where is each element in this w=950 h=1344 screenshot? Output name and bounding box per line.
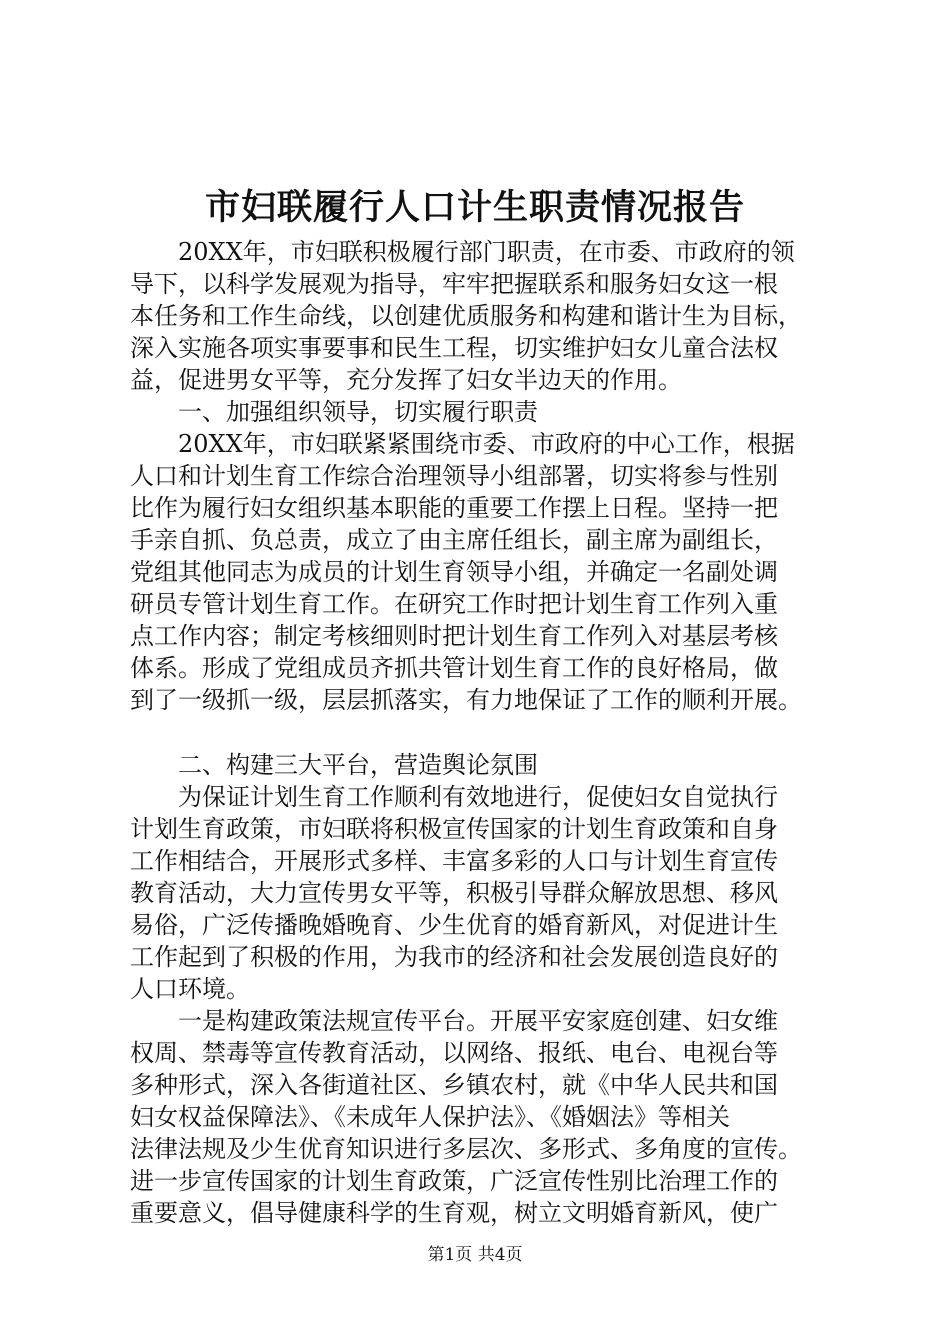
text-line: 计划生育政策，市妇联将积极宣传国家的计划生育政策和自身: [130, 815, 778, 843]
text-line: 多种形式，深入各街道社区、乡镇农村，就《中华人民共和国: [130, 1071, 778, 1099]
text-line: 益，促进男女平等，充分发挥了妇女半边天的作用。: [130, 366, 682, 394]
text-line: 研员专管计划生育工作。在研究工作时把计划生育工作列入重: [130, 590, 778, 618]
text-line: 二、构建三大平台，营造舆论氛围: [130, 751, 538, 779]
text-line: 一、加强组织领导，切实履行职责: [130, 398, 538, 426]
text-line: 人口环境。: [130, 975, 250, 1003]
text-line: 20XX年，市妇联积极履行部门职责，在市委、市政府的领: [130, 238, 795, 266]
text-line: 点工作内容；制定考核细则时把计划生育工作列入对基层考核: [130, 622, 778, 650]
text-line: 党组其他同志为成员的计划生育领导小组，并确定一名副处调: [130, 558, 778, 586]
text-line: 导下，以科学发展观为指导，牢牢把握联系和服务妇女这一根: [130, 270, 778, 298]
text-line: 人口和计划生育工作综合治理领导小组部署，切实将参与性别: [130, 462, 778, 490]
text-line: 工作起到了积极的作用，为我市的经济和社会发展创造良好的: [130, 943, 778, 971]
document-body: [130, 236, 830, 1229]
text-line: 为保证计划生育工作顺利有效地进行，促使妇女自觉执行: [130, 783, 778, 811]
text-line: 权周、禁毒等宣传教育活动，以网络、报纸、电台、电视台等: [130, 1039, 778, 1067]
text-line: 本任务和工作生命线，以创建优质服务和构建和谐计生为目标，: [130, 302, 802, 330]
text-line: 体系。形成了党组成员齐抓共管计划生育工作的良好格局，做: [130, 654, 778, 682]
text-line: 法律法规及少生优育知识进行多层次、多形式、多角度的宣传。: [130, 1135, 802, 1163]
text-line: 深入实施各项实事要事和民生工程，切实维护妇女儿童合法权: [130, 334, 778, 362]
text-line: 20XX年，市妇联紧紧围绕市委、市政府的中心工作，根据: [130, 430, 795, 458]
text-line: 妇女权益保障法》、《未成年人保护法》、《婚姻法》等相关: [130, 1103, 730, 1131]
document-title: 市妇联履行人口计生职责情况报告: [204, 187, 745, 228]
text-line: 进一步宣传国家的计划生育政策，广泛宣传性别比治理工作的: [130, 1167, 778, 1195]
page-footer: 第1页 共4页: [427, 1245, 523, 1265]
text-line: 一是构建政策法规宣传平台。开展平安家庭创建、妇女维: [130, 1007, 778, 1035]
text-line: 重要意义，倡导健康科学的生育观，树立文明婚育新风，使广: [130, 1199, 778, 1227]
text-line: 教育活动，大力宣传男女平等，积极引导群众解放思想、移风: [130, 879, 778, 907]
text-line: 工作相结合，开展形式多样、丰富多彩的人口与计划生育宣传: [130, 847, 778, 875]
text-line: 手亲自抓、负总责，成立了由主席任组长，副主席为副组长，: [130, 526, 778, 554]
text-line: [130, 716, 830, 749]
text-line: 比作为履行妇女组织基本职能的重要工作摆上日程。坚持一把: [130, 494, 778, 522]
text-line: 易俗，广泛传播晚婚晚育、少生优育的婚育新风，对促进计生: [130, 911, 778, 939]
text-line: 到了一级抓一级，层层抓落实，有力地保证了工作的顺利开展。: [130, 686, 802, 714]
